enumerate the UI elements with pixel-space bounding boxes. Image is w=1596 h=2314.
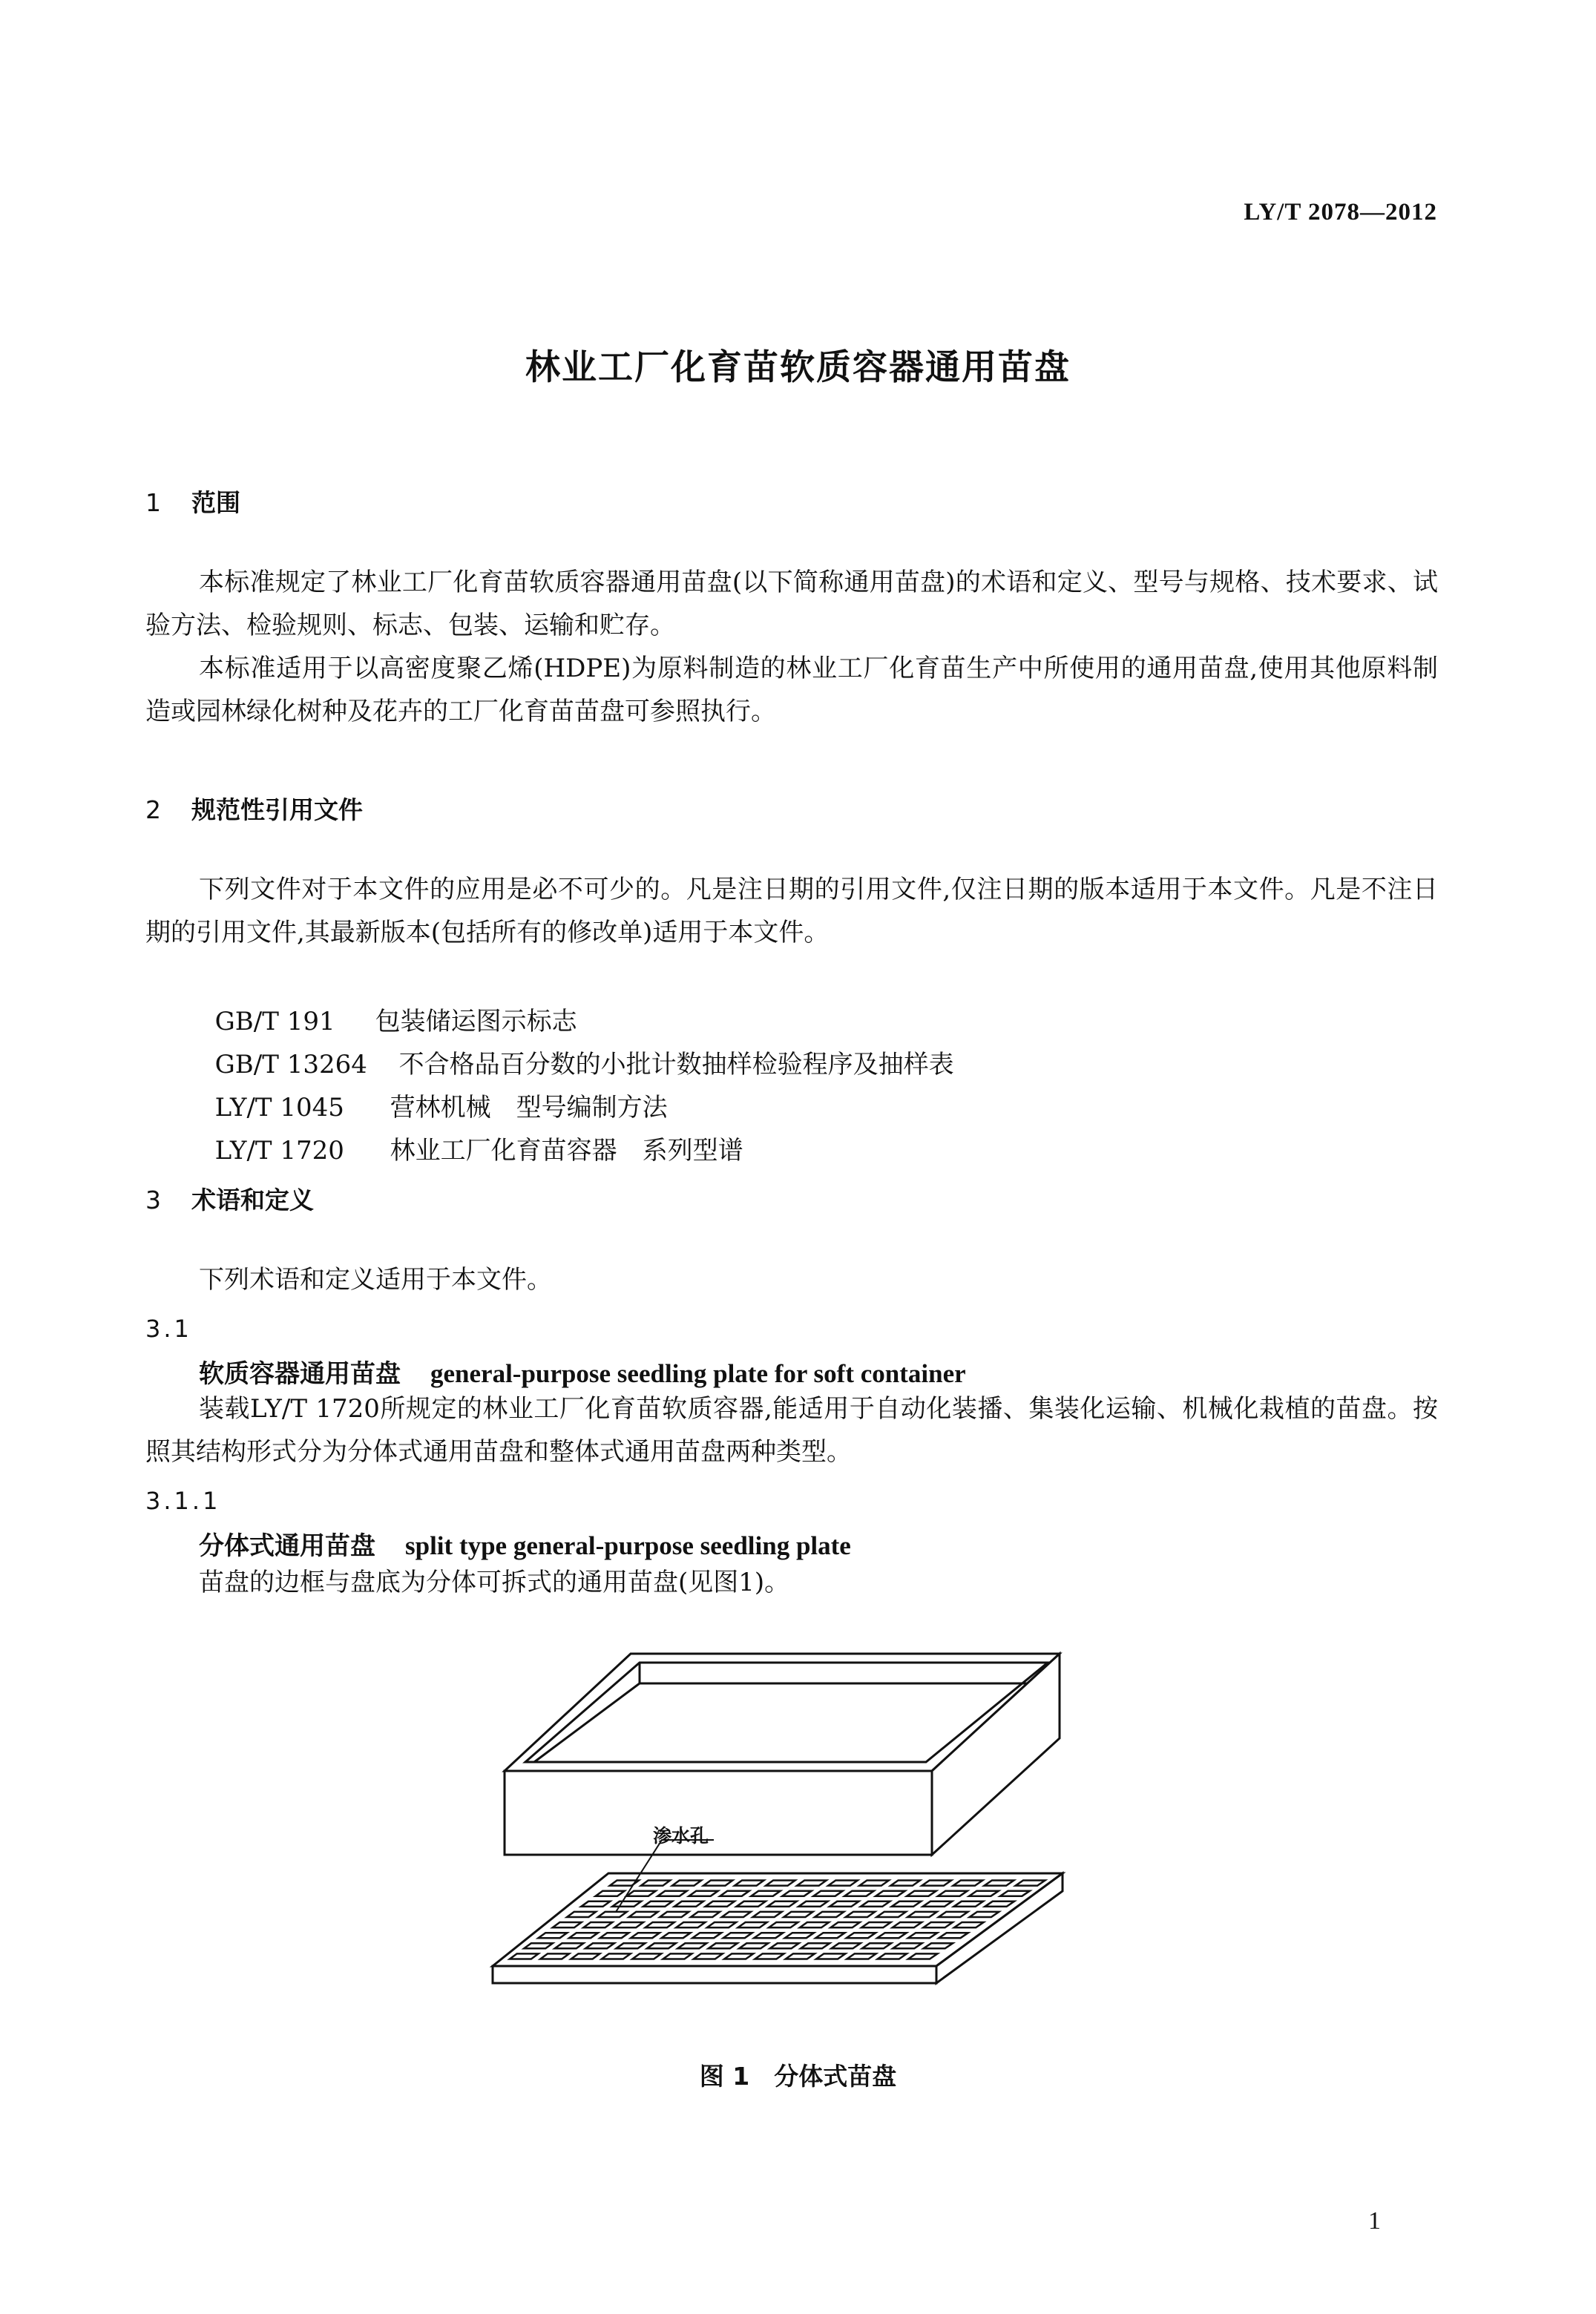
section-1-heading: [145, 484, 240, 519]
section-1-title: 范围: [191, 488, 240, 517]
seedling-plate-base: [493, 1873, 1063, 1983]
term-3-1-1-english: split type general-purpose seedling plate: [405, 1531, 851, 1560]
section-2-number: 2: [145, 795, 161, 824]
section-3-intro: 下列术语和定义适用于本文件。: [199, 1265, 552, 1295]
reference-title: 不合格品百分数的小批计数抽样检验程序及抽样表: [398, 1050, 954, 1079]
reference-code: LY/T 1720: [214, 1136, 344, 1166]
figure-1-caption: 图 1 分体式苗盘: [699, 2062, 897, 2091]
split-seedling-plate-figure: [482, 1651, 1076, 2037]
standard-code: LY/T 2078—2012: [1244, 199, 1437, 226]
clause-3-1-number: 3.1: [145, 1315, 192, 1343]
reference-item: [199, 1086, 743, 1172]
term-3-1-1-definition: 苗盘的边框与盘底为分体可拆式的通用苗盘(见图1)。: [199, 1568, 790, 1597]
section-3-heading: [145, 1181, 314, 1216]
reference-title: 包装储运图示标志: [375, 1007, 577, 1036]
seedling-plate-frame: [505, 1654, 1060, 1855]
section-2-heading: [145, 791, 363, 826]
drainage-hole-label: 渗水孔: [653, 1825, 709, 1847]
reference-title: 林业工厂化育苗容器 系列型谱: [390, 1136, 743, 1166]
section-1-paragraph-1: 本标准规定了林业工厂化育苗软质容器通用苗盘(以下简称通用苗盘)的术语和定义、型号与规格、技术要求、试验方法、检验规则、标志、包装、运输和贮存。: [145, 568, 1438, 640]
term-3-1: [199, 1353, 966, 1390]
reference-code: GB/T 13264: [214, 1050, 367, 1079]
section-2-intro: 下列文件对于本文件的应用是必不可少的。凡是注日期的引用文件,仅注日期的版本适用于本文件。凡是不注日期的引用文件,其最新版本(包括所有的修改单)适用于本文件。: [145, 875, 1438, 947]
term-3-1-english: general-purpose seedling plate for soft container: [430, 1359, 966, 1388]
document-title: 林业工厂化育苗软质容器通用苗盘: [525, 347, 1071, 388]
section-1-number: 1: [145, 488, 161, 517]
reference-code: GB/T 191: [214, 1007, 335, 1036]
reference-title: 营林机械 型号编制方法: [390, 1093, 668, 1123]
page-number: 1: [1368, 2207, 1381, 2235]
term-3-1-1-chinese: 分体式通用苗盘: [199, 1531, 375, 1561]
reference-code: LY/T 1045: [214, 1093, 344, 1123]
clause-3-1-1-number: 3.1.1: [145, 1487, 221, 1515]
section-1-paragraph-2: 本标准适用于以高密度聚乙烯(HDPE)为原料制造的林业工厂化育苗生产中所使用的通用苗盘,使用其他原料制造或园林绿化树种及花卉的工厂化育苗苗盘可参照执行。: [145, 654, 1438, 726]
section-3-title: 术语和定义: [191, 1186, 314, 1214]
section-3-number: 3: [145, 1186, 161, 1214]
section-2-title: 规范性引用文件: [191, 795, 363, 824]
term-3-1-definition: 装载LY/T 1720所规定的林业工厂化育苗软质容器,能适用于自动化装播、集装化运输、机械化栽植的苗盘。按照其结构形式分为分体式通用苗盘和整体式通用苗盘两种类型。: [145, 1394, 1438, 1467]
term-3-1-chinese: 软质容器通用苗盘: [199, 1359, 401, 1389]
term-3-1-1: [199, 1525, 851, 1562]
